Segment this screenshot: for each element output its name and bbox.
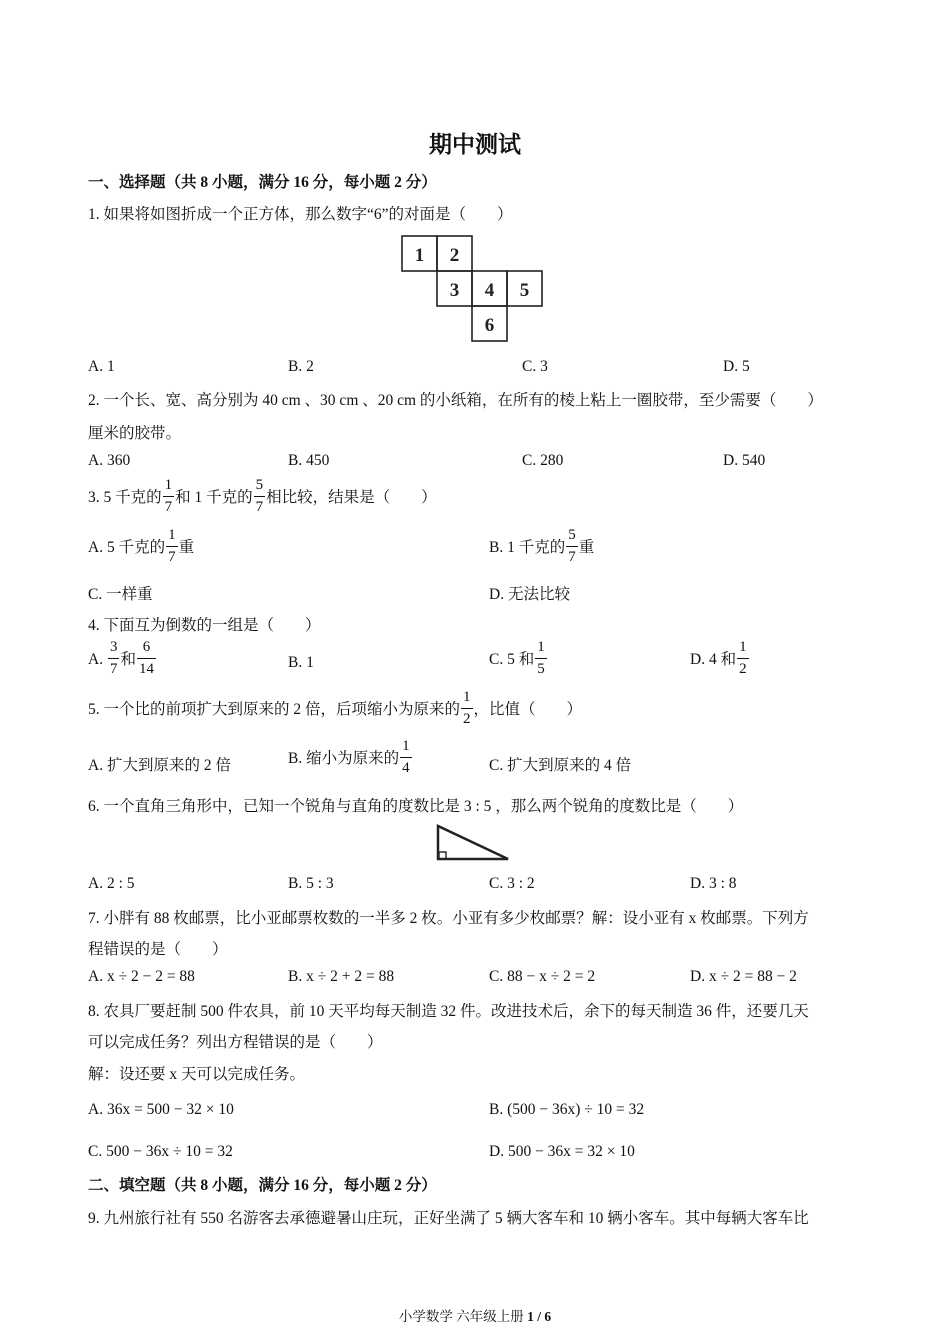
cube-net-figure [398,232,550,348]
text: A. [88,651,104,669]
fraction [566,528,578,565]
fraction [535,640,547,677]
option-d [690,639,750,679]
denominator: 2 [739,661,747,677]
net-number: 6 [484,315,495,336]
option-c: C. 88 − x ÷ 2 = 2 [489,968,596,985]
option-c: C. 一样重 [88,586,153,603]
text: 重 [178,539,195,557]
option-a [88,639,157,679]
denominator: 2 [463,711,471,727]
denominator: 7 [255,499,264,515]
numerator: 5 [254,478,266,497]
text: ，比值（ ） [473,701,583,719]
option-d: D. 500 − 36x = 32 × 10 [489,1143,635,1160]
numerator: 6 [137,640,156,659]
option-d: D. x ÷ 2 = 88 − 2 [690,968,797,985]
page-title: 期中测试 [429,132,521,157]
option-b: B. 1 [288,654,314,671]
page-number: 1 / 6 [527,1309,552,1324]
fraction [108,640,120,677]
question-7-stem: 7. 小胖有 88 枚邮票，比小亚邮票枚数的一半多 2 枚。小亚有多少枚邮票？解：设小亚有 x 枚邮票。下列方 [88,910,809,927]
denominator: 7 [109,661,118,677]
numerator: 1 [535,640,547,659]
option-b [489,527,595,567]
section-heading-choice: 一、选择题（共 8 小题，满分 16 分，每小题 2 分） [88,174,437,191]
text: A. 5 千克的 [88,539,166,557]
text: 3. 5 千克的 [88,489,162,507]
option-d: D. 3 : 8 [690,875,737,892]
net-number: 4 [484,280,495,301]
question-3-stem [88,477,437,517]
option-c: C. 3 : 2 [489,875,535,892]
option-c: C. 280 [522,452,564,469]
net-number: 2 [449,245,460,266]
footer-label: 小学数学 六年级上册 [398,1309,528,1324]
text: 相比较，结果是（ ） [266,489,437,507]
option-a: A. 扩大到原来的 2 倍 [88,757,231,774]
option-b: B. x ÷ 2 + 2 = 88 [288,968,395,985]
net-number: 5 [519,280,530,301]
numerator: 5 [566,528,578,547]
option-a: A. 360 [88,452,131,469]
denominator: 7 [164,499,173,515]
denominator: 5 [537,661,545,677]
option-c: C. 3 [522,358,548,375]
question-8-solution-setup: 解：设还要 x 天可以完成任务。 [88,1066,306,1083]
denominator: 7 [568,549,576,565]
question-7-stem-cont: 程错误的是（ ） [88,941,228,958]
option-c: C. 500 − 36x ÷ 10 = 32 [88,1143,233,1160]
option-d: D. 无法比较 [489,586,570,603]
text: C. 5 和 [489,651,535,669]
numerator: 1 [166,528,178,547]
text: 和 [120,651,136,669]
option-a: A. 1 [88,358,115,375]
page-footer [0,1305,950,1325]
option-a: A. x ÷ 2 − 2 = 88 [88,968,195,985]
right-triangle-figure [434,822,512,864]
question-2-stem: 2. 一个长、宽、高分别为 40 cm 、30 cm 、20 cm 的小纸箱，在所有的棱上粘上一圈胶带，至少需要（ ） [88,392,823,409]
section-heading-fill: 二、填空题（共 8 小题，满分 16 分，每小题 2 分） [88,1177,437,1194]
text: 重 [578,539,595,557]
option-c: C. 扩大到原来的 4 倍 [489,757,632,774]
numerator: 1 [737,640,749,659]
numerator: 1 [461,690,473,709]
question-2-stem-cont: 厘米的胶带。 [88,425,182,442]
net-number: 1 [414,245,425,266]
option-a: A. 2 : 5 [88,875,135,892]
question-9-stem: 9. 九州旅行社有 550 名游客去承德避暑山庄玩，正好坐满了 5 辆大客车和 10 辆小客车。其中每辆大客车比 [88,1210,809,1227]
option-b: B. 450 [288,452,330,469]
text: 5. 一个比的前项扩大到原来的 2 倍，后项缩小为原来的 [88,701,461,719]
text: B. 缩小为原来的 [288,750,400,768]
question-8-stem: 8. 农具厂要赶制 500 件农具，前 10 天平均每天制造 32 件。改进技术后，余下的每天制造 36 件，还要几天 [88,1003,809,1020]
option-d: D. 5 [723,358,750,375]
fraction [461,690,473,727]
fraction [400,739,412,776]
net-number: 3 [449,280,460,301]
numerator: 1 [163,478,175,497]
question-6-stem: 6. 一个直角三角形中，已知一个锐角与直角的度数比是 3 : 5 ，那么两个锐角的度数比是（ ） [88,798,744,815]
fraction [137,640,156,677]
question-1-stem: 1. 如果将如图折成一个正方体，那么数字“6”的对面是（ ） [88,206,513,223]
option-d: D. 540 [723,452,766,469]
option-b [288,738,413,778]
option-c [489,639,548,679]
fraction [166,528,178,565]
option-b: B. 5 : 3 [288,875,334,892]
question-5-stem [88,689,583,729]
fraction [737,640,749,677]
numerator: 3 [108,640,120,659]
text: B. 1 千克的 [489,539,566,557]
text: D. 4 和 [690,651,737,669]
numerator: 1 [400,739,412,758]
text: 和 1 千克的 [175,489,253,507]
fraction [254,478,266,515]
question-4-stem: 4. 下面互为倒数的一组是（ ） [88,617,321,634]
question-8-stem-cont: 可以完成任务？列出方程错误的是（ ） [88,1034,383,1051]
option-a [88,527,195,567]
option-a: A. 36x = 500 − 32 × 10 [88,1101,234,1118]
denominator: 7 [168,549,176,565]
fraction [163,478,175,515]
option-b: B. (500 − 36x) ÷ 10 = 32 [489,1101,645,1118]
denominator: 14 [138,661,154,677]
option-b: B. 2 [288,358,314,375]
denominator: 4 [402,760,410,776]
